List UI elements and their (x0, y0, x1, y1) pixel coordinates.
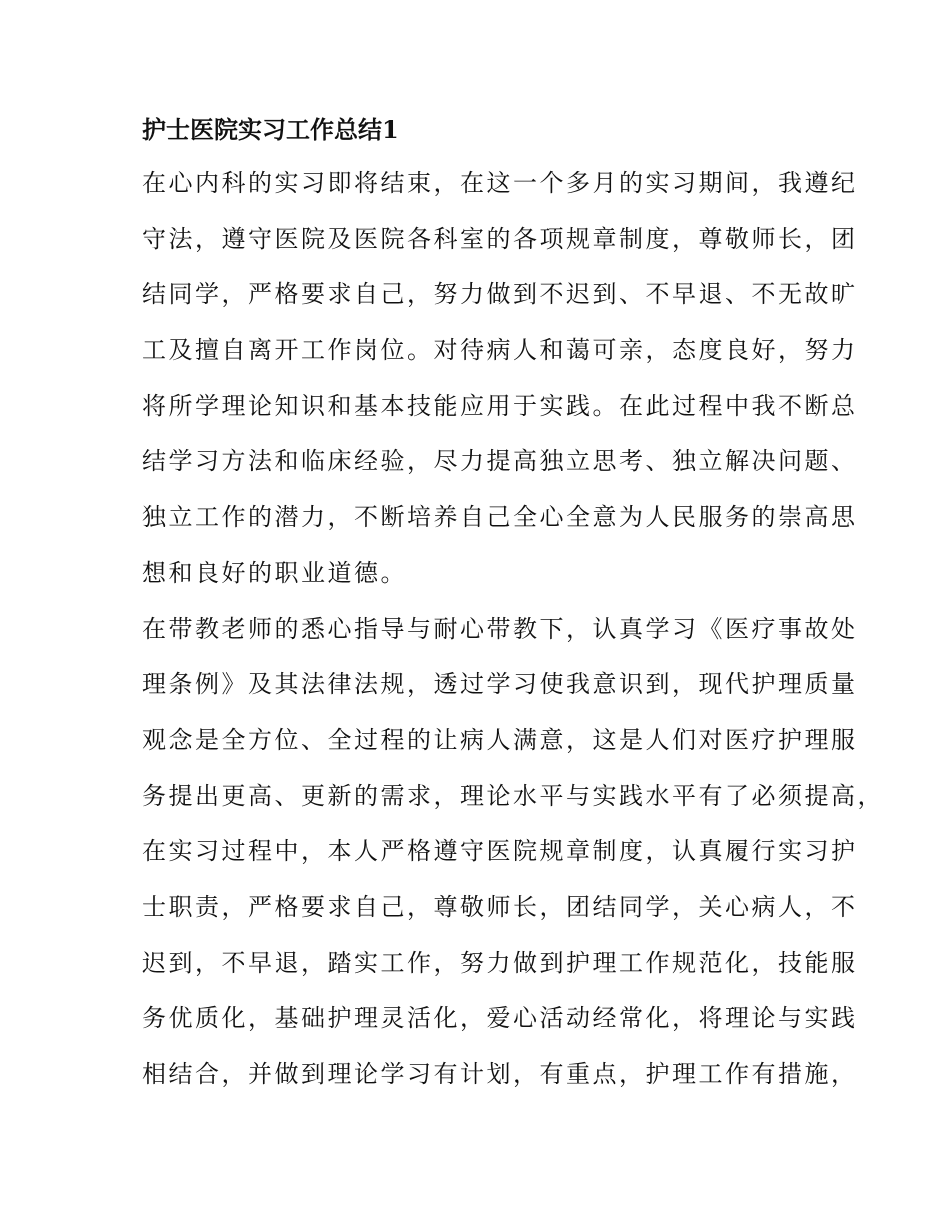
text-line: 理条例》及其法律法规，透过学习使我意识到，现代护理质量 (142, 670, 858, 699)
text-line: 结学习方法和临床经验，尽力提高独立思考、独立解决问题、 (142, 447, 858, 476)
text-line: 工及擅自离开工作岗位。对待病人和蔼可亲，态度良好，努力 (142, 336, 858, 365)
text-line: 在实习过程中，本人严格遵守医院规章制度，认真履行实习护 (142, 837, 858, 866)
document-title: 护士医院实习工作总结1 (142, 115, 399, 144)
text-line: 迟到，不早退，踏实工作，努力做到护理工作规范化，技能服 (142, 948, 858, 977)
text-line: 将所学理论知识和基本技能应用于实践。在此过程中我不断总 (142, 391, 858, 420)
text-line: 在带教老师的悉心指导与耐心带教下，认真学习《医疗事故处 (142, 614, 858, 643)
text-line: 守法，遵守医院及医院各科室的各项规章制度，尊敬师长，团 (142, 224, 858, 253)
text-line: 想和良好的职业道德。 (142, 558, 407, 587)
paragraph-1 (142, 156, 858, 602)
text-line: 务优质化，基础护理灵活化，爱心活动经常化，将理论与实践 (142, 1004, 858, 1033)
text-line: 独立工作的潜力，不断培养自己全心全意为人民服务的崇高思 (142, 503, 858, 532)
text-line: 士职责，严格要求自己，尊敬师长，团结同学，关心病人，不 (142, 892, 858, 921)
text-line: 务提出更高、更新的需求，理论水平与实践水平有了必须提高， (142, 781, 884, 810)
text-line: 结同学，严格要求自己，努力做到不迟到、不早退、不无故旷 (142, 280, 858, 309)
paragraph-2 (142, 602, 884, 1103)
document-body (142, 104, 884, 1103)
text-line: 观念是全方位、全过程的让病人满意，这是人们对医疗护理服 (142, 725, 858, 754)
text-line: 相结合，并做到理论学习有计划，有重点，护理工作有措施， (142, 1060, 858, 1088)
text-line: 在心内科的实习即将结束，在这一个多月的实习期间，我遵纪 (142, 169, 858, 197)
